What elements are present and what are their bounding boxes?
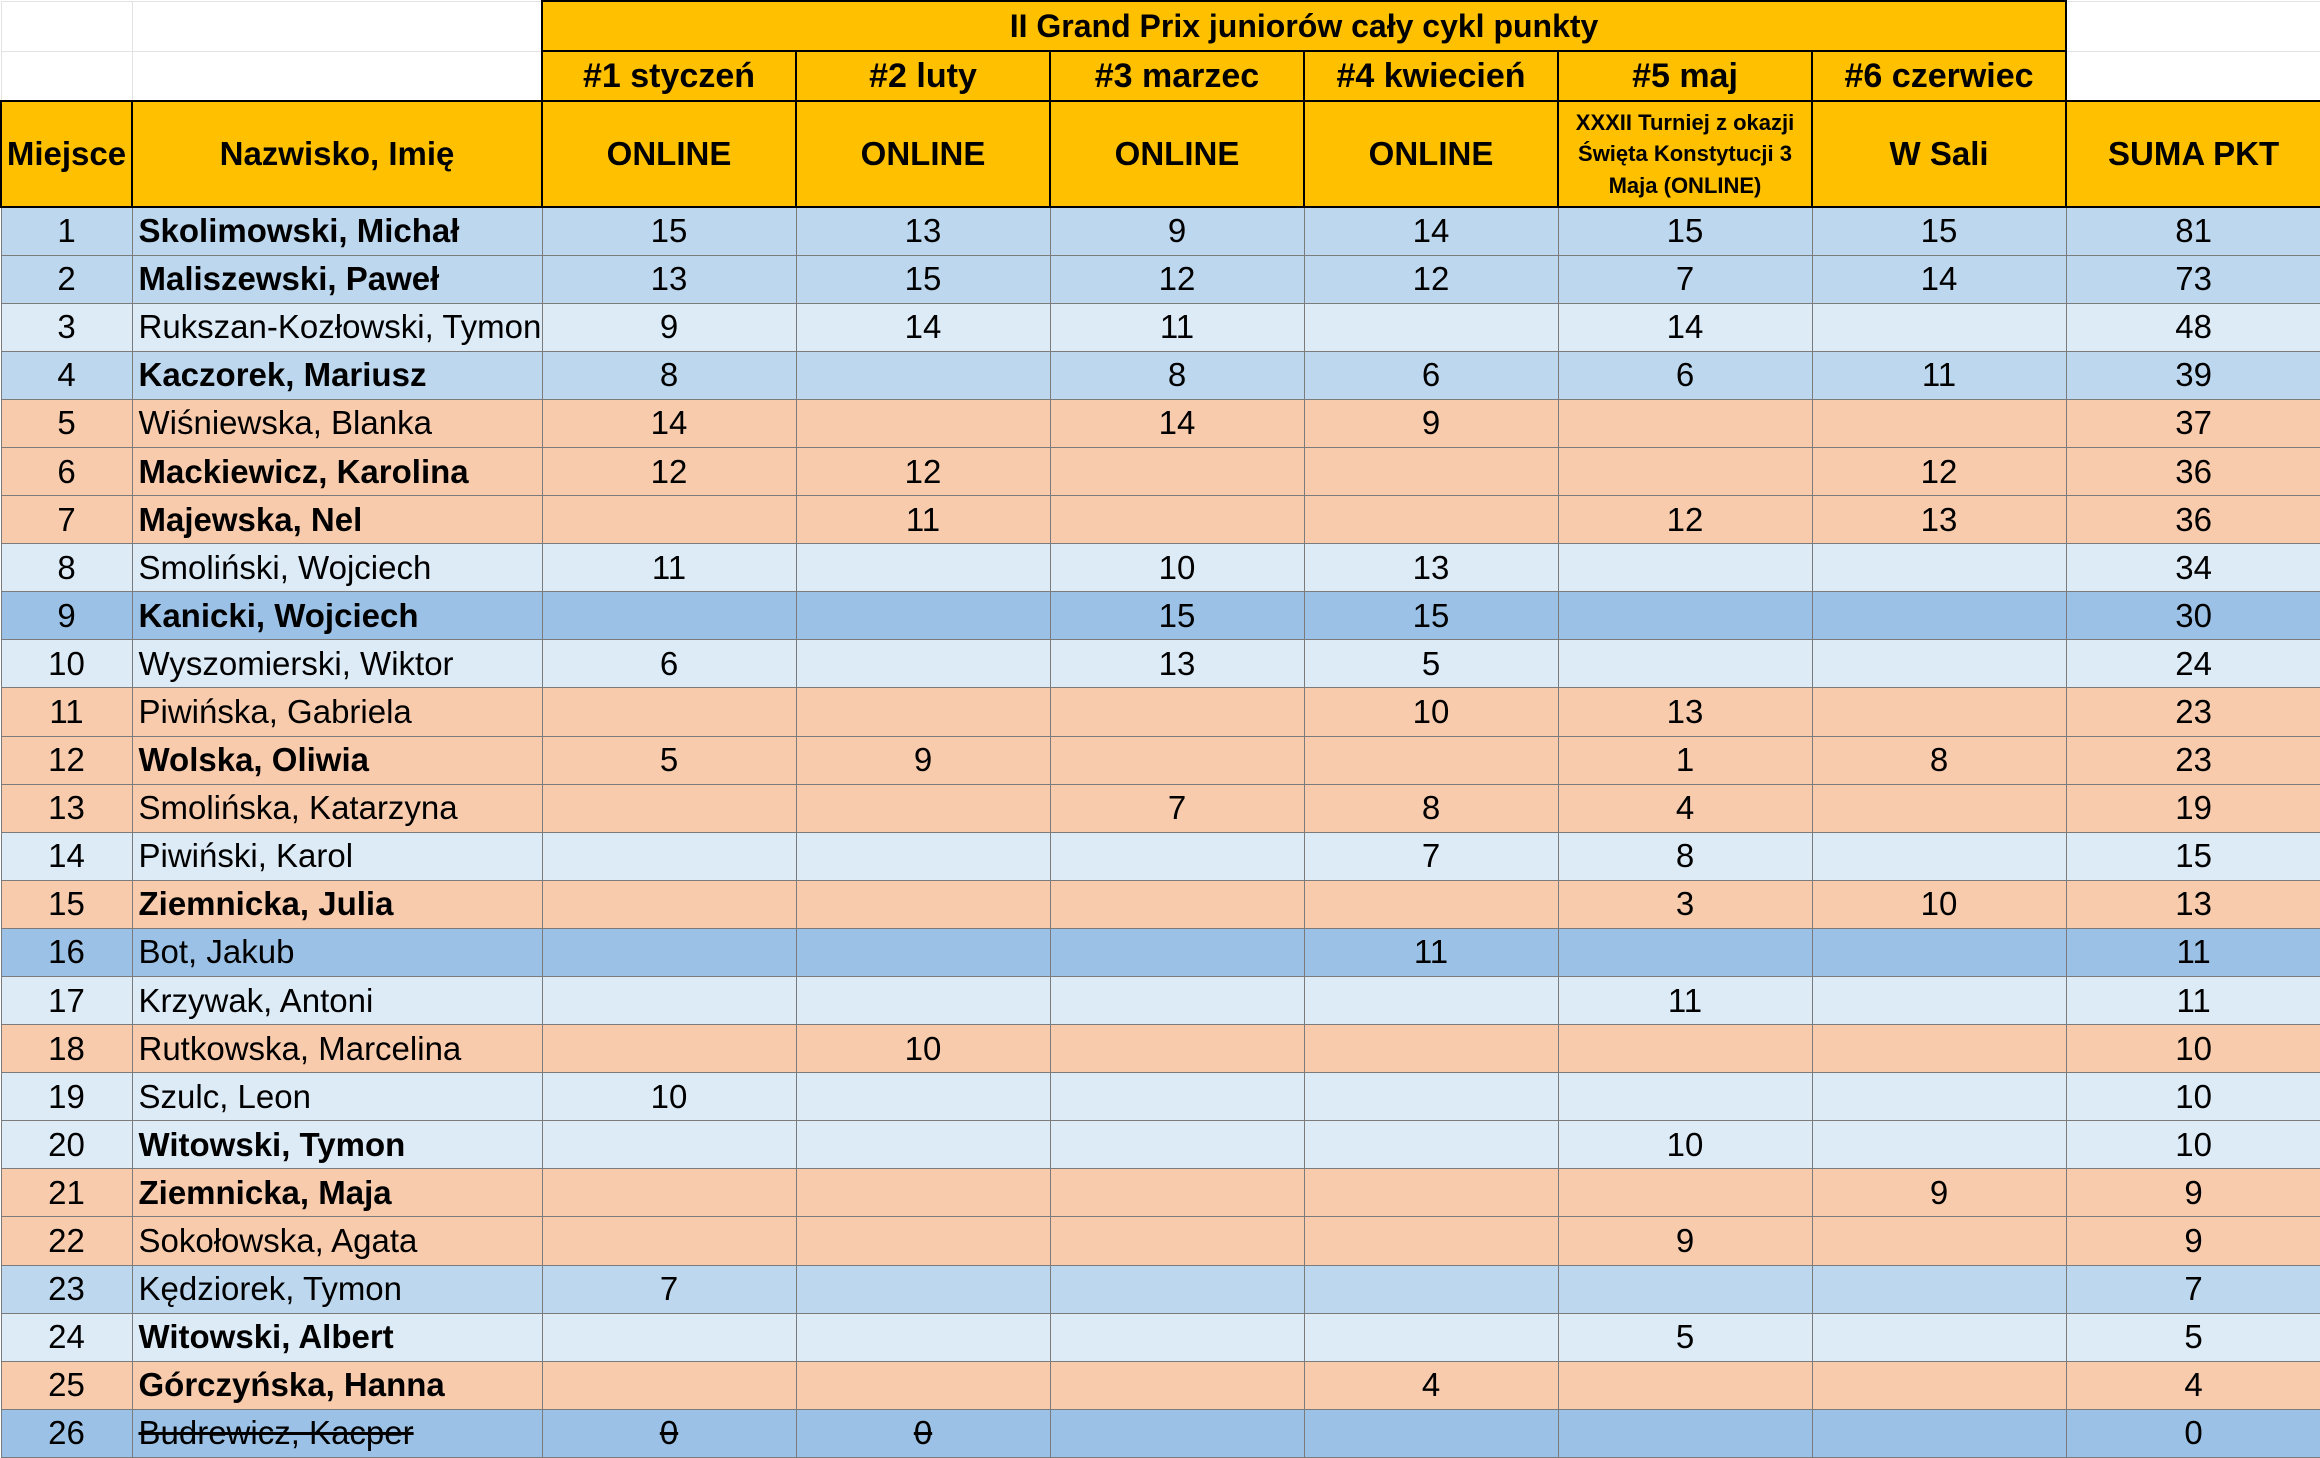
points-cell[interactable] [796, 832, 1050, 880]
empty-cell[interactable] [1, 1, 132, 51]
points-cell[interactable] [796, 399, 1050, 447]
table-row [1, 1169, 2320, 1217]
place-cell[interactable]: 17 [1, 977, 132, 1025]
points-cell[interactable] [1304, 1265, 1558, 1313]
place-cell[interactable]: 11 [1, 688, 132, 736]
points-cell[interactable]: 15 [1050, 592, 1304, 640]
points-cell[interactable] [542, 832, 796, 880]
points-cell[interactable] [1304, 496, 1558, 544]
points-cell[interactable]: 9 [1050, 207, 1304, 255]
points-cell[interactable] [1304, 303, 1558, 351]
points-cell[interactable] [1812, 544, 2066, 592]
place-cell[interactable]: 6 [1, 447, 132, 495]
points-cell[interactable]: 7 [1304, 832, 1558, 880]
place-cell[interactable]: 8 [1, 544, 132, 592]
points-cell[interactable]: 10 [1812, 880, 2066, 928]
name-cell[interactable]: Kanicki, Wojciech [132, 592, 542, 640]
points-cell[interactable]: 9 [542, 303, 796, 351]
name-cell[interactable]: Maliszewski, Paweł [132, 255, 542, 303]
points-cell[interactable] [1304, 1025, 1558, 1073]
points-cell[interactable] [542, 880, 796, 928]
name-cell[interactable]: Górczyńska, Hanna [132, 1361, 542, 1409]
points-cell[interactable] [796, 351, 1050, 399]
points-cell[interactable] [1304, 1073, 1558, 1121]
points-cell[interactable]: 15 [542, 207, 796, 255]
points-cell[interactable] [796, 928, 1050, 976]
points-cell[interactable] [1558, 640, 1812, 688]
table-row [1, 1217, 2320, 1265]
place-cell[interactable]: 13 [1, 784, 132, 832]
points-cell[interactable] [1558, 1073, 1812, 1121]
points-cell[interactable]: 9 [1304, 399, 1558, 447]
points-cell[interactable] [1812, 1025, 2066, 1073]
empty-cell[interactable] [1, 51, 132, 101]
points-cell[interactable]: 0 [796, 1409, 1050, 1457]
points-cell[interactable] [796, 1121, 1050, 1169]
points-cell[interactable] [542, 1121, 796, 1169]
points-cell[interactable] [1050, 1313, 1304, 1361]
name-cell[interactable]: Mackiewicz, Karolina [132, 447, 542, 495]
place-cell[interactable]: 20 [1, 1121, 132, 1169]
points-cell[interactable] [1558, 447, 1812, 495]
place-cell[interactable]: 21 [1, 1169, 132, 1217]
total-header[interactable]: SUMA PKT [2066, 101, 2320, 207]
name-cell[interactable]: Smoliński, Wojciech [132, 544, 542, 592]
points-cell[interactable]: 5 [542, 736, 796, 784]
sum-cell[interactable]: 34 [2066, 544, 2320, 592]
table-row [1, 447, 2320, 495]
points-cell[interactable]: 7 [1558, 255, 1812, 303]
place-cell[interactable]: 14 [1, 832, 132, 880]
points-cell[interactable]: 13 [796, 207, 1050, 255]
table-row [1, 832, 2320, 880]
points-cell[interactable] [796, 640, 1050, 688]
table-row [1, 1409, 2320, 1457]
table-row [1, 496, 2320, 544]
points-cell[interactable] [1050, 1265, 1304, 1313]
event-header[interactable]: #2 luty [796, 51, 1050, 101]
title-row [1, 1, 2320, 51]
place-cell[interactable]: 4 [1, 351, 132, 399]
table-row [1, 303, 2320, 351]
sum-cell[interactable]: 10 [2066, 1121, 2320, 1169]
points-cell[interactable]: 8 [542, 351, 796, 399]
sum-cell[interactable]: 23 [2066, 688, 2320, 736]
table-row [1, 1361, 2320, 1409]
table-row [1, 207, 2320, 255]
event-header[interactable]: #6 czerwiec [1812, 51, 2066, 101]
events-row [1, 51, 2320, 101]
points-cell[interactable] [796, 1169, 1050, 1217]
points-cell[interactable] [542, 496, 796, 544]
points-cell[interactable] [542, 977, 796, 1025]
points-cell[interactable] [1558, 1361, 1812, 1409]
points-cell[interactable] [542, 592, 796, 640]
name-cell[interactable]: Ziemnicka, Maja [132, 1169, 542, 1217]
points-cell[interactable] [1050, 1025, 1304, 1073]
points-cell[interactable]: 15 [1812, 207, 2066, 255]
sum-cell[interactable]: 4 [2066, 1361, 2320, 1409]
points-cell[interactable]: 14 [1812, 255, 2066, 303]
points-cell[interactable]: 10 [1558, 1121, 1812, 1169]
name-cell[interactable]: Witowski, Tymon [132, 1121, 542, 1169]
name-cell[interactable]: Krzywak, Antoni [132, 977, 542, 1025]
mode-header[interactable]: XXXII Turniej z okazji Święta Konstytucji 3 Maja (ONLINE) [1558, 101, 1812, 207]
points-cell[interactable]: 10 [542, 1073, 796, 1121]
points-cell[interactable]: 11 [542, 544, 796, 592]
place-cell[interactable]: 25 [1, 1361, 132, 1409]
points-cell[interactable]: 4 [1558, 784, 1812, 832]
mode-header[interactable]: W Sali [1812, 101, 2066, 207]
table-row [1, 736, 2320, 784]
place-cell[interactable]: 19 [1, 1073, 132, 1121]
points-cell[interactable]: 7 [1050, 784, 1304, 832]
points-cell[interactable] [542, 928, 796, 976]
name-cell[interactable]: Witowski, Albert [132, 1313, 542, 1361]
points-cell[interactable] [1812, 592, 2066, 640]
points-cell[interactable] [1812, 832, 2066, 880]
points-cell[interactable] [542, 1217, 796, 1265]
name-cell[interactable]: Wyszomierski, Wiktor [132, 640, 542, 688]
mode-header[interactable]: ONLINE [1304, 101, 1558, 207]
points-cell[interactable] [1558, 544, 1812, 592]
points-cell[interactable] [542, 688, 796, 736]
sum-cell[interactable]: 10 [2066, 1025, 2320, 1073]
sum-cell[interactable]: 36 [2066, 496, 2320, 544]
table-row [1, 688, 2320, 736]
points-cell[interactable] [1558, 1169, 1812, 1217]
name-cell[interactable]: Kędziorek, Tymon [132, 1265, 542, 1313]
name-cell[interactable]: Rukszan-Kozłowski, Tymon [132, 303, 542, 351]
table-row [1, 880, 2320, 928]
points-cell[interactable]: 11 [1304, 928, 1558, 976]
points-cell[interactable] [1812, 1361, 2066, 1409]
points-cell[interactable] [1558, 1265, 1812, 1313]
points-cell[interactable] [796, 1265, 1050, 1313]
empty-cell[interactable] [132, 1, 542, 51]
sum-cell[interactable]: 9 [2066, 1217, 2320, 1265]
points-cell[interactable] [1812, 1313, 2066, 1361]
sum-cell[interactable]: 9 [2066, 1169, 2320, 1217]
points-cell[interactable] [1050, 736, 1304, 784]
points-cell[interactable] [796, 688, 1050, 736]
points-cell[interactable]: 6 [542, 640, 796, 688]
place-cell[interactable]: 18 [1, 1025, 132, 1073]
points-cell[interactable]: 5 [1304, 640, 1558, 688]
points-cell[interactable] [796, 1361, 1050, 1409]
event-header[interactable]: #5 maj [1558, 51, 1812, 101]
points-cell[interactable] [1558, 592, 1812, 640]
points-cell[interactable] [1050, 496, 1304, 544]
points-cell[interactable]: 15 [1558, 207, 1812, 255]
points-cell[interactable]: 14 [1050, 399, 1304, 447]
place-cell[interactable]: 5 [1, 399, 132, 447]
points-cell[interactable]: 8 [1304, 784, 1558, 832]
points-cell[interactable]: 8 [1812, 736, 2066, 784]
name-cell[interactable]: Szulc, Leon [132, 1073, 542, 1121]
points-cell[interactable] [1304, 1313, 1558, 1361]
sum-cell[interactable]: 11 [2066, 977, 2320, 1025]
event-header[interactable]: #4 kwiecień [1304, 51, 1558, 101]
points-cell[interactable] [1812, 784, 2066, 832]
place-header[interactable]: Miejsce [1, 101, 132, 207]
event-header[interactable]: #3 marzec [1050, 51, 1304, 101]
points-cell[interactable]: 12 [1050, 255, 1304, 303]
name-cell[interactable]: Rutkowska, Marcelina [132, 1025, 542, 1073]
points-cell[interactable]: 12 [1812, 447, 2066, 495]
place-cell[interactable]: 10 [1, 640, 132, 688]
points-cell[interactable] [1812, 928, 2066, 976]
sum-cell[interactable]: 13 [2066, 880, 2320, 928]
sum-cell[interactable]: 81 [2066, 207, 2320, 255]
place-cell[interactable]: 23 [1, 1265, 132, 1313]
points-cell[interactable]: 13 [1050, 640, 1304, 688]
points-cell[interactable]: 13 [1812, 496, 2066, 544]
name-cell[interactable]: Smolińska, Katarzyna [132, 784, 542, 832]
points-cell[interactable] [542, 1025, 796, 1073]
sum-cell[interactable]: 24 [2066, 640, 2320, 688]
place-cell[interactable]: 1 [1, 207, 132, 255]
points-cell[interactable]: 12 [1304, 255, 1558, 303]
points-cell[interactable] [1304, 1409, 1558, 1457]
points-cell[interactable] [542, 1169, 796, 1217]
points-cell[interactable]: 15 [1304, 592, 1558, 640]
points-cell[interactable]: 13 [542, 255, 796, 303]
sum-cell[interactable]: 39 [2066, 351, 2320, 399]
place-cell[interactable]: 2 [1, 255, 132, 303]
points-cell[interactable] [1050, 832, 1304, 880]
points-cell[interactable] [1558, 1025, 1812, 1073]
points-cell[interactable] [1304, 1121, 1558, 1169]
name-cell[interactable]: Budrewicz, Kacper [132, 1409, 542, 1457]
points-cell[interactable] [1812, 1217, 2066, 1265]
points-cell[interactable] [796, 592, 1050, 640]
event-header[interactable]: #1 styczeń [542, 51, 796, 101]
place-cell[interactable]: 26 [1, 1409, 132, 1457]
points-cell[interactable]: 7 [542, 1265, 796, 1313]
points-cell[interactable]: 12 [796, 447, 1050, 495]
points-cell[interactable] [1812, 1265, 2066, 1313]
table-row [1, 1073, 2320, 1121]
sum-cell[interactable]: 73 [2066, 255, 2320, 303]
points-cell[interactable] [1050, 688, 1304, 736]
points-cell[interactable] [1812, 1409, 2066, 1457]
place-cell[interactable]: 15 [1, 880, 132, 928]
name-cell[interactable]: Ziemnicka, Julia [132, 880, 542, 928]
mode-header[interactable]: ONLINE [542, 101, 796, 207]
table-row [1, 592, 2320, 640]
points-cell[interactable] [1050, 447, 1304, 495]
table-row [1, 1313, 2320, 1361]
points-cell[interactable] [1050, 1121, 1304, 1169]
table-row [1, 1265, 2320, 1313]
name-cell[interactable]: Bot, Jakub [132, 928, 542, 976]
points-cell[interactable]: 4 [1304, 1361, 1558, 1409]
name-cell[interactable]: Skolimowski, Michał [132, 207, 542, 255]
empty-cell[interactable] [2066, 1, 2320, 51]
points-cell[interactable]: 12 [1558, 496, 1812, 544]
table-row [1, 351, 2320, 399]
points-cell[interactable]: 11 [1050, 303, 1304, 351]
points-cell[interactable]: 12 [542, 447, 796, 495]
mode-header[interactable]: ONLINE [796, 101, 1050, 207]
points-cell[interactable] [1050, 880, 1304, 928]
sum-cell[interactable]: 23 [2066, 736, 2320, 784]
place-cell[interactable]: 16 [1, 928, 132, 976]
table-row [1, 1025, 2320, 1073]
points-cell[interactable]: 6 [1558, 351, 1812, 399]
points-cell[interactable]: 10 [1050, 544, 1304, 592]
empty-cell[interactable] [2066, 51, 2320, 101]
points-cell[interactable] [1812, 977, 2066, 1025]
points-cell[interactable] [1304, 1217, 1558, 1265]
points-cell[interactable]: 14 [796, 303, 1050, 351]
points-cell[interactable]: 9 [796, 736, 1050, 784]
sum-cell[interactable]: 15 [2066, 832, 2320, 880]
points-cell[interactable] [1558, 399, 1812, 447]
table-row [1, 784, 2320, 832]
table-row [1, 977, 2320, 1025]
points-cell[interactable] [1050, 1217, 1304, 1265]
place-cell[interactable]: 24 [1, 1313, 132, 1361]
sum-cell[interactable]: 30 [2066, 592, 2320, 640]
points-cell[interactable] [542, 784, 796, 832]
points-cell[interactable] [1812, 1073, 2066, 1121]
points-cell[interactable] [1304, 1169, 1558, 1217]
points-cell[interactable] [796, 977, 1050, 1025]
place-cell[interactable]: 12 [1, 736, 132, 784]
points-cell[interactable] [1050, 1361, 1304, 1409]
points-cell[interactable]: 10 [796, 1025, 1050, 1073]
table-row [1, 544, 2320, 592]
points-cell[interactable]: 10 [1304, 688, 1558, 736]
points-cell[interactable] [1304, 880, 1558, 928]
points-cell[interactable] [1558, 1409, 1812, 1457]
points-cell[interactable] [1812, 399, 2066, 447]
mode-header[interactable]: ONLINE [1050, 101, 1304, 207]
points-cell[interactable]: 11 [1558, 977, 1812, 1025]
points-cell[interactable] [796, 1073, 1050, 1121]
points-cell[interactable] [796, 784, 1050, 832]
sum-cell[interactable]: 36 [2066, 447, 2320, 495]
table-row [1, 640, 2320, 688]
points-cell[interactable]: 9 [1812, 1169, 2066, 1217]
sum-cell[interactable]: 48 [2066, 303, 2320, 351]
sum-cell[interactable]: 19 [2066, 784, 2320, 832]
points-cell[interactable]: 6 [1304, 351, 1558, 399]
points-cell[interactable]: 3 [1558, 880, 1812, 928]
name-cell[interactable]: Kaczorek, Mariusz [132, 351, 542, 399]
points-cell[interactable] [542, 1313, 796, 1361]
points-cell[interactable] [1304, 447, 1558, 495]
points-cell[interactable] [542, 1361, 796, 1409]
points-cell[interactable] [1812, 640, 2066, 688]
points-cell[interactable] [1812, 1121, 2066, 1169]
points-cell[interactable] [1304, 736, 1558, 784]
name-cell[interactable]: Piwiński, Karol [132, 832, 542, 880]
points-cell[interactable]: 15 [796, 255, 1050, 303]
points-cell[interactable] [796, 1313, 1050, 1361]
table-row [1, 1121, 2320, 1169]
points-cell[interactable]: 13 [1558, 688, 1812, 736]
points-cell[interactable] [1812, 303, 2066, 351]
place-cell[interactable]: 9 [1, 592, 132, 640]
table-row [1, 928, 2320, 976]
points-cell[interactable] [1050, 1169, 1304, 1217]
sum-cell[interactable]: 5 [2066, 1313, 2320, 1361]
table-row [1, 399, 2320, 447]
sum-cell[interactable]: 7 [2066, 1265, 2320, 1313]
points-cell[interactable] [1050, 977, 1304, 1025]
points-cell[interactable] [1812, 688, 2066, 736]
points-cell[interactable] [796, 1217, 1050, 1265]
name-header[interactable]: Nazwisko, Imię [132, 101, 542, 207]
name-cell[interactable]: Majewska, Nel [132, 496, 542, 544]
points-cell[interactable] [1304, 977, 1558, 1025]
place-cell[interactable]: 22 [1, 1217, 132, 1265]
points-cell[interactable]: 14 [1558, 303, 1812, 351]
points-cell[interactable] [1558, 928, 1812, 976]
empty-cell[interactable] [132, 51, 542, 101]
place-cell[interactable]: 7 [1, 496, 132, 544]
points-cell[interactable]: 0 [542, 1409, 796, 1457]
points-cell[interactable]: 14 [542, 399, 796, 447]
sum-cell[interactable]: 10 [2066, 1073, 2320, 1121]
points-cell[interactable]: 13 [1304, 544, 1558, 592]
points-cell[interactable]: 5 [1558, 1313, 1812, 1361]
name-cell[interactable]: Wolska, Oliwia [132, 736, 542, 784]
points-cell[interactable] [1050, 928, 1304, 976]
points-cell[interactable] [796, 880, 1050, 928]
points-cell[interactable]: 9 [1558, 1217, 1812, 1265]
sheet-title[interactable]: II Grand Prix juniorów cały cykl punkty [542, 1, 2066, 51]
sum-cell[interactable]: 11 [2066, 928, 2320, 976]
sum-cell[interactable]: 37 [2066, 399, 2320, 447]
points-cell[interactable]: 8 [1050, 351, 1304, 399]
column-header-row [1, 101, 2320, 207]
points-cell[interactable] [1050, 1073, 1304, 1121]
name-cell[interactable]: Wiśniewska, Blanka [132, 399, 542, 447]
points-cell[interactable] [1050, 1409, 1304, 1457]
points-cell[interactable]: 1 [1558, 736, 1812, 784]
place-cell[interactable]: 3 [1, 303, 132, 351]
points-cell[interactable]: 11 [1812, 351, 2066, 399]
name-cell[interactable]: Sokołowska, Agata [132, 1217, 542, 1265]
table-row [1, 255, 2320, 303]
points-cell[interactable]: 11 [796, 496, 1050, 544]
sum-cell[interactable]: 0 [2066, 1409, 2320, 1457]
points-cell[interactable] [796, 544, 1050, 592]
points-cell[interactable]: 8 [1558, 832, 1812, 880]
points-cell[interactable]: 14 [1304, 207, 1558, 255]
name-cell[interactable]: Piwińska, Gabriela [132, 688, 542, 736]
